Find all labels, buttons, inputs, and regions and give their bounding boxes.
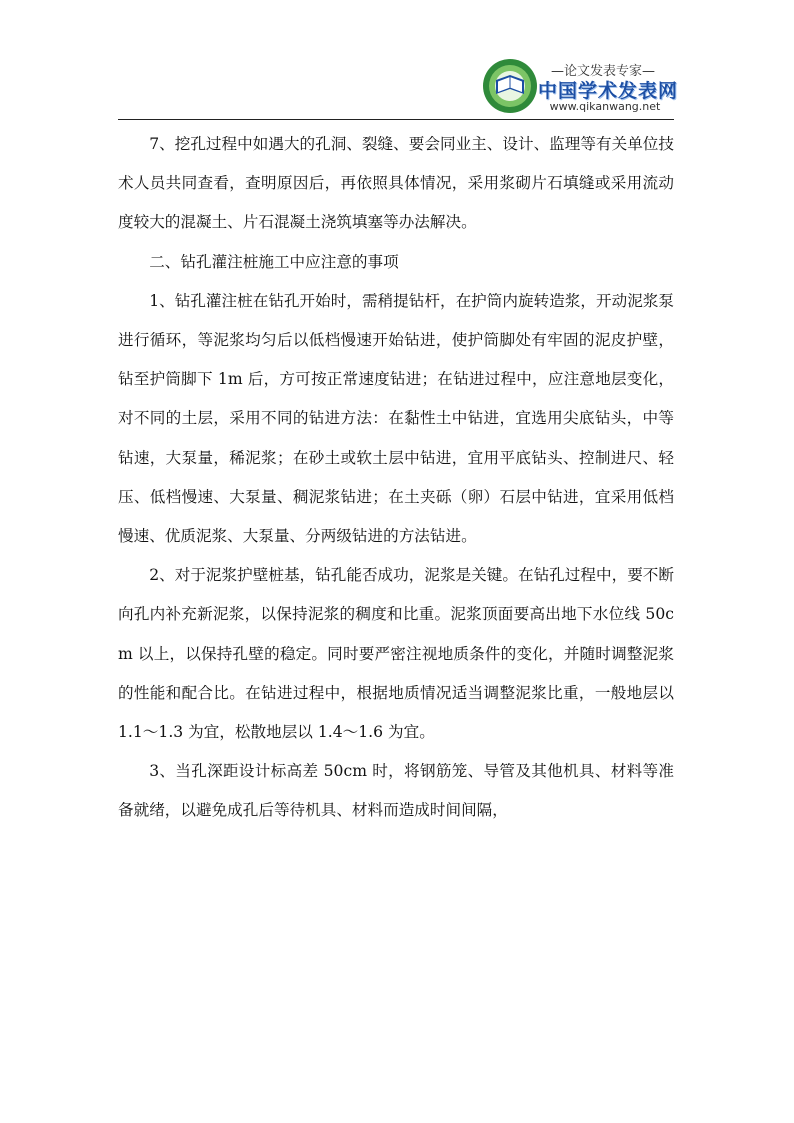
paragraph-2-mud-wall: 2、对于泥浆护壁桩基，钻孔能否成功，泥浆是关键。在钻孔过程中，要不断向孔内补充新泥浆，以保持泥浆的稠度和比重。泥浆顶面要高出地下水位线 50cm 以上，以保持孔壁的稳定。同时要严密注视地质条件的变化，并随时调整泥浆的性能和配合比。在钻进过程中，根据地质情况适当调整泥浆比重，一般地层以 1.1～1.3 为宜，松散地层以 1.4～1.6 为宜。 bbox=[118, 566, 674, 742]
logo-url: www.qikanwang.net bbox=[549, 100, 661, 113]
paragraph-1-drilling-start: 1、钻孔灌注桩在钻孔开始时，需稍提钻杆，在护筒内旋转造浆，开动泥浆泵进行循环，等泥浆均匀后以低档慢速开始钻进，使护筒脚处有牢固的泥皮护壁，钻至护筒脚下 1m 后，方可按正常速度钻进；在钻进过程中，应注意地层变化，对不同的土层，采用不同的钻进方法：在黏性土中钻进，宜选用尖底钻头，中等钻速，大泵量，稀泥浆；在砂土或软土层中钻进，宜用平底钻头、控制进尺、轻压、低档慢速、大泵量、稠泥浆钻进；在土夹砾（卵）石层中钻进，宜采用低档慢速、优质泥浆、大泵量、分两级钻进的方法钻进。 bbox=[118, 291, 674, 546]
paragraph-3-hole-depth: 3、当孔深距设计标高差 50cm 时，将钢筋笼、导管及其他机具、材料等准备就绪，以避免成孔后等待机具、材料而造成时间间隔， bbox=[118, 762, 674, 820]
globe-book-emblem-icon bbox=[482, 58, 538, 114]
header-divider bbox=[118, 119, 674, 120]
document-body bbox=[118, 125, 674, 831]
site-logo bbox=[482, 56, 679, 116]
logo-slogan: —论文发表专家— bbox=[550, 64, 655, 79]
section-heading-bored-pile: 二、钻孔灌注桩施工中应注意的事项 bbox=[149, 252, 399, 271]
logo-name: 中国学术发表网 bbox=[538, 80, 679, 102]
paragraph-7-hole-excavation: 7、挖孔过程中如遇大的孔洞、裂缝、要会同业主、设计、监理等有关单位技术人员共同查看，查明原因后，再依照具体情况，采用浆砌片石填缝或采用流动度较大的混凝土、片石混凝土浇筑填塞等办法解决。 bbox=[118, 135, 674, 232]
